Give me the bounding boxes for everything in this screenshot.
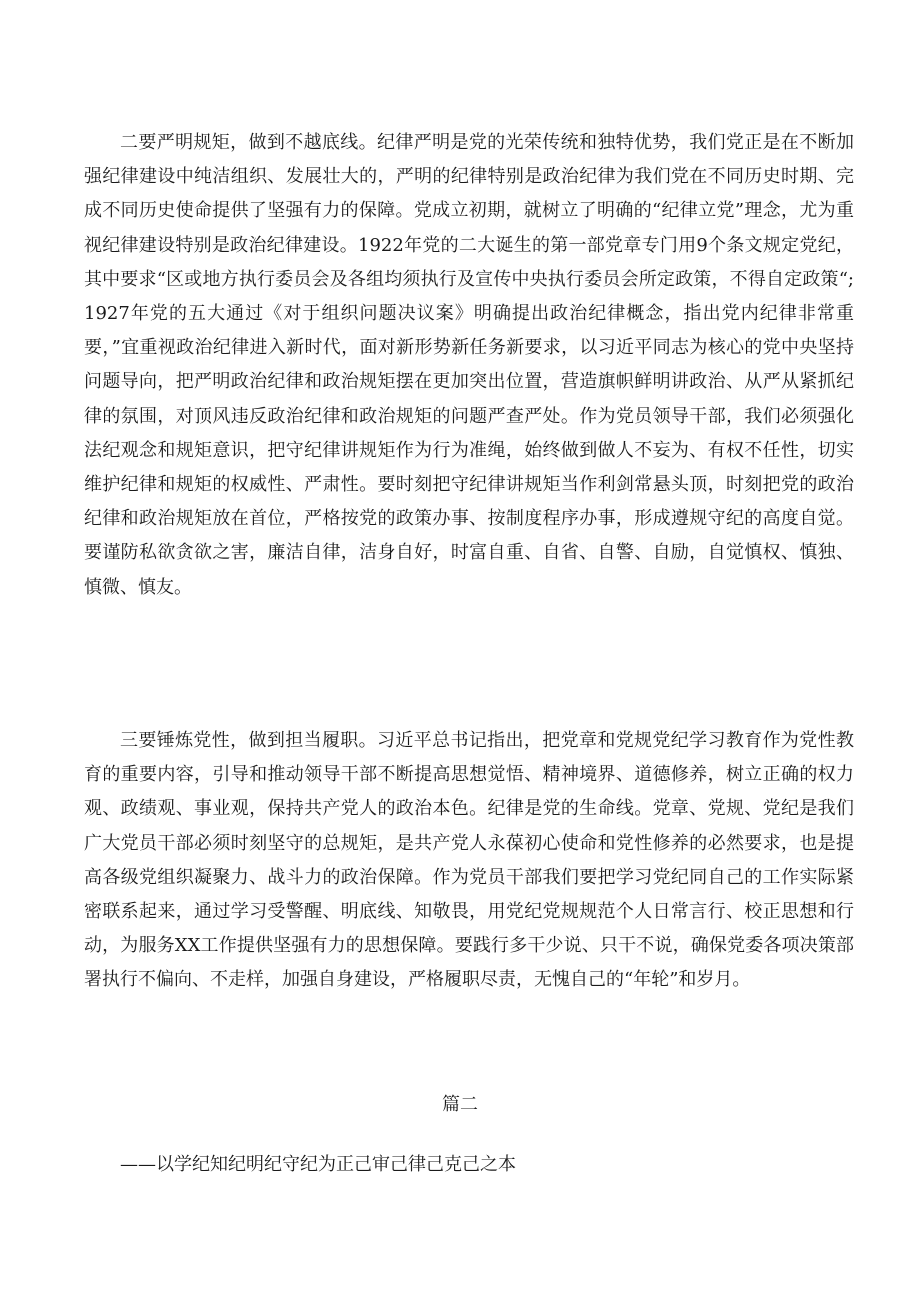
body-paragraph-2: 三要锤炼党性，做到担当履职。习近平总书记指出，把党章和党规党纪学习教育作为党性教育的重要内容，引导和推动领导干部不断提高思想觉悟、精神境界、道德修养，树立正确的权力观、政绩观、事业观，保持共产党人的政治本色。纪律是党的生命线。党章、党规、党纪是我们广大党员干部必须时刻坚守的总规矩，是共产党人永葆初心使命和党性修养的必然要求，也是提高各级党组织凝聚力、战斗力的政治保障。作为党员干部我们要把学习党纪同自己的工作实际紧密联系起来，通过学习受警醒、明底线、知敬畏，用党纪党规规范个人日常言行、校正思想和行动，为服务XX工作提供坚强有力的思想保障。要践行多干少说、只干不说，确保党委各项决策部署执行不偏向、不走样，加强自身建设，严格履职尽责，无愧自己的“年轮”和岁月。 — [84, 730, 854, 991]
section-title: 篇二 — [442, 1094, 478, 1115]
section-subtitle: ——以学纪知纪明纪守纪为正己审己律己克己之本 — [120, 1154, 516, 1175]
body-paragraph-1: 二要严明规矩，做到不越底线。纪律严明是党的光荣传统和独特优势，我们党正是在不断加强纪律建设中纯洁组织、发展壮大的，严明的纪律特别是政治纪律为我们党在不同历史时期、完成不同历史使命提供了坚强有力的保障。党成立初期，就树立了明确的“纪律立党”理念，尤为重视纪律建设特别是政治纪律建设。1922年党的二大诞生的第一部党章专门用9个条文规定党纪，其中要求“区或地方执行委员会及各组均须执行及宣传中央执行委员会所定政策，不得自定政策“;1927年党的五大通过《对于组织问题决议案》明确提出政治纪律概念，指出党内纪律非常重要，”宜重视政治纪律进入新时代，面对新形势新任务新要求，以习近平同志为核心的党中央坚持问题导向，把严明政治纪律和政治规矩摆在更加突出位置，营造旗帜鲜明讲政治、从严从紧抓纪律的氛围，对顶风违反政治纪律和政治规矩的问题严查严处。作为党员领导干部，我们必须强化法纪观念和规矩意识，把守纪律讲规矩作为行为准绳，始终做到做人不妄为、有权不任性，切实维护纪律和规矩的权威性、严肃性。要时刻把守纪律讲规矩当作利剑常悬头顶，时刻把党的政治纪律和政治规矩放在首位，严格按党的政策办事、按制度程序办事，形成遵规守纪的高度自觉。要谨防私欲贪欲之害，廉洁自律，洁身自好，时富自重、自省、自警、自励，自觉慎权、慎独、慎微、慎友。 — [84, 132, 854, 598]
